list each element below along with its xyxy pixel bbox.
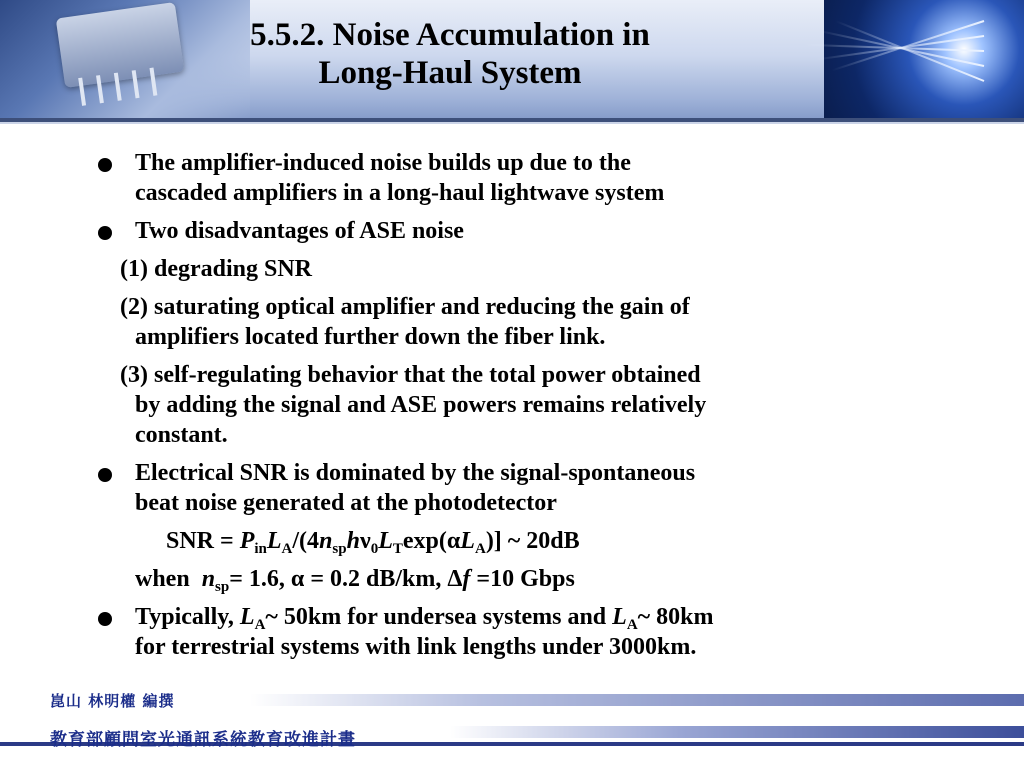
footer-organization: 教育部顧問室光通訊系統教育改進計畫 (50, 730, 356, 750)
bullet-1-line-1: The amplifier-induced noise builds up due to the (135, 150, 631, 176)
formula-exp: exp( (402, 528, 447, 554)
formula-p: P (239, 528, 255, 554)
title-line-1: 5.5.2. Noise Accumulation in (250, 17, 650, 53)
when-label: when (135, 566, 202, 592)
formula-div: /(4 (292, 528, 320, 554)
bullet-dot (98, 468, 112, 482)
snr-formula-text (166, 526, 580, 556)
slide-title (140, 16, 760, 92)
footer-bar-bottom (450, 726, 1024, 738)
typical-sub-a1: A (254, 617, 266, 633)
disadvantage-1-text: (1) degrading SNR (120, 256, 313, 282)
formula-sub-in: in (254, 541, 267, 557)
parameter-text (135, 564, 575, 594)
header-rule-light (0, 122, 1024, 124)
formula-l: L (266, 528, 282, 554)
formula-sub-0: 0 (370, 541, 379, 557)
title-line-2: Long-Haul System (318, 55, 582, 91)
bullet-dot (98, 612, 112, 626)
param-alpha: α (290, 566, 305, 592)
formula-h: h (346, 528, 360, 554)
typical-l1: L (239, 604, 255, 630)
bullet-dot (98, 158, 112, 172)
bullet-3-line-2: beat noise generated at the photodetector (135, 490, 557, 516)
disadvantage-3-line-3: constant. (135, 422, 228, 448)
typical-mid: ~ 50km for undersea systems and (265, 604, 613, 630)
formula-n: n (319, 528, 333, 554)
bullet-4-line-1 (135, 602, 714, 632)
formula-sub-a: A (281, 541, 293, 557)
footer-author: 崑山 林明權 編撰 (50, 692, 175, 710)
param-delta: Δ (447, 566, 463, 592)
formula-l2: L (378, 528, 393, 554)
bullet-4-line-2: for terrestrial systems with link lengths under 3000km. (135, 634, 697, 660)
bullet-dot (98, 226, 112, 240)
formula-sub-sp: sp (332, 541, 347, 557)
param-sub-sp: sp (215, 579, 230, 595)
formula-sub-t: T (392, 541, 403, 557)
param-eq1: = 1.6, (229, 566, 291, 592)
formula-sub-a2: A (474, 541, 486, 557)
typical-end: ~ 80km (637, 604, 714, 630)
param-eq2: = 0.2 dB/km, (304, 566, 448, 592)
param-f: f (462, 566, 471, 592)
typical-l2: L (612, 604, 627, 630)
formula-nu: ν (359, 528, 371, 554)
typical-sub-a2: A (626, 617, 638, 633)
formula-alpha: α (446, 528, 461, 554)
param-eq3: =10 Gbps (470, 566, 575, 592)
footer-bar-top (250, 694, 1024, 706)
formula-l3: L (460, 528, 475, 554)
disadvantage-2-line-1: (2) saturating optical amplifier and reducing the gain of (120, 294, 690, 320)
typical-prefix: Typically, (135, 604, 240, 630)
bullet-3-line-1: Electrical SNR is dominated by the signal-spontaneous (135, 460, 696, 486)
param-n: n (201, 566, 216, 592)
disadvantage-2-line-2: amplifiers located further down the fiber link. (135, 324, 606, 350)
disadvantage-3-line-1: (3) self-regulating behavior that the total power obtained (120, 362, 701, 388)
bullet-1-line-2: cascaded amplifiers in a long-haul lightwave system (135, 180, 665, 206)
disadvantage-3-line-2: by adding the signal and ASE powers remains relatively (135, 392, 707, 418)
formula-tail: )] ~ 20dB (485, 528, 580, 554)
bullet-2-text: Two disadvantages of ASE noise (135, 218, 464, 244)
formula-prefix: SNR = (166, 528, 240, 554)
fiber-optic-graphic (824, 0, 1024, 124)
